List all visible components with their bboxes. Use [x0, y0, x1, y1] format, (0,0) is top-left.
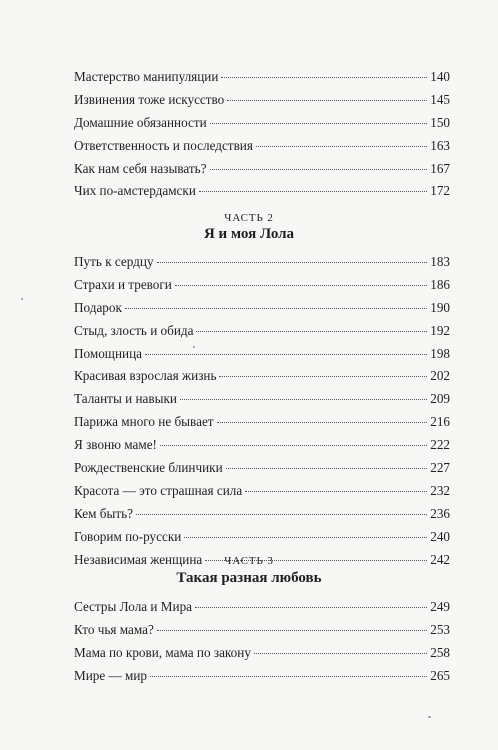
toc-entry-page-number: 242 — [430, 551, 450, 567]
toc-entry — [74, 484, 450, 507]
dot-leader — [195, 607, 427, 608]
dot-leader — [145, 354, 427, 355]
toc-entry-title: Мире — мир — [74, 667, 148, 683]
part3-label: ЧАСТЬ 3 — [224, 555, 274, 567]
toc-list-intro — [74, 70, 450, 207]
toc-entry — [74, 646, 450, 669]
toc-entry-title: Путь к сердцу — [74, 254, 154, 269]
toc-entry-title: Кто чья мама? — [74, 621, 154, 637]
dot-leader — [150, 676, 427, 677]
toc-entry-title: Ответственность и последствия — [74, 137, 253, 153]
toc-entry — [74, 301, 450, 324]
dot-leader — [199, 191, 427, 192]
dot-leader — [245, 491, 427, 492]
toc-entry-title: Сестры Лола и Мира — [74, 599, 193, 614]
toc-entry-title: Говорим по-русски — [74, 528, 182, 544]
toc-entry-title: Рождественские блинчики — [74, 460, 223, 476]
toc-entry — [74, 415, 450, 438]
toc-entry-title: Мама по крови, мама по закону — [74, 644, 251, 660]
dot-leader — [180, 399, 427, 400]
toc-entry-page-number: 198 — [430, 345, 450, 361]
toc-entry — [74, 116, 450, 139]
dot-leader — [210, 169, 428, 170]
toc-entry-page-number: 172 — [430, 183, 450, 199]
toc-entry-title: Домашние обязанности — [74, 114, 207, 130]
dot-leader — [157, 630, 427, 631]
toc-entry-title: Подарок — [74, 299, 122, 315]
toc-entry-page-number: 192 — [430, 322, 450, 338]
toc-entry-title: Чих по-амстердамски — [74, 183, 196, 199]
toc-entry — [74, 623, 450, 646]
toc-entry-page-number: 258 — [430, 644, 450, 660]
toc-entry-page-number: 140 — [430, 69, 450, 84]
toc-entry — [74, 70, 450, 93]
dot-leader — [160, 445, 427, 446]
toc-entry-page-number: 183 — [430, 254, 450, 269]
toc-entry-page-number: 265 — [430, 667, 450, 683]
toc-entry-page-number: 190 — [430, 299, 450, 315]
toc-entry — [74, 347, 450, 370]
toc-entry-page-number: 202 — [430, 368, 450, 384]
toc-entry — [74, 278, 450, 301]
toc-entry — [74, 139, 450, 162]
toc-entry-page-number: 249 — [430, 599, 450, 614]
toc-entry — [74, 530, 450, 553]
toc-entry — [74, 255, 450, 278]
toc-entry-page-number: 232 — [430, 482, 450, 498]
toc-entry — [74, 669, 450, 692]
toc-entry-title: Извинения тоже искусство — [74, 91, 225, 107]
toc-entry — [74, 392, 450, 415]
toc-entry-title: Таланты и навыки — [74, 391, 177, 407]
toc-entry-title: Я звоню маме! — [74, 437, 157, 453]
toc-entry-page-number: 240 — [430, 528, 450, 544]
dot-leader — [227, 100, 427, 101]
toc-entry-title: Кем быть? — [74, 505, 133, 521]
toc-list-part2 — [74, 255, 450, 575]
toc-entry-page-number: 209 — [430, 391, 450, 407]
part2-label: ЧАСТЬ 2 — [224, 212, 274, 224]
dot-leader — [125, 308, 427, 309]
dot-leader — [210, 123, 428, 124]
toc-entry — [74, 324, 450, 347]
dot-leader — [184, 537, 427, 538]
dot-leader — [226, 468, 428, 469]
paper-speck — [21, 298, 23, 300]
dot-leader — [136, 514, 427, 515]
toc-entry — [74, 438, 450, 461]
toc-entry-title: Независимая женщина — [74, 551, 203, 567]
toc-entry-page-number: 216 — [430, 414, 450, 430]
toc-entry-title: Стыд, злость и обида — [74, 322, 194, 338]
dot-leader — [196, 331, 427, 332]
toc-entry-page-number: 253 — [430, 621, 450, 637]
toc-entry-page-number: 167 — [430, 160, 450, 176]
toc-entry-page-number: 145 — [430, 91, 450, 107]
toc-list-part3 — [74, 600, 450, 692]
toc-entry — [74, 507, 450, 530]
dot-leader — [219, 376, 427, 377]
toc-entry-page-number: 227 — [430, 460, 450, 476]
toc-entry — [74, 461, 450, 484]
dot-leader — [256, 146, 427, 147]
dot-leader — [157, 262, 428, 263]
toc-entry-title: Помощница — [74, 345, 142, 361]
paper-speck — [193, 346, 195, 348]
toc-entry-title: Красота — это страшная сила — [74, 482, 243, 498]
toc-entry-title: Красивая взрослая жизнь — [74, 368, 217, 384]
toc-entry — [74, 369, 450, 392]
toc-entry-title: Мастерство манипуляции — [74, 69, 219, 84]
toc-entry-title: Как нам себя называть? — [74, 160, 207, 176]
toc-entry-title: Парижа много не бывает — [74, 414, 214, 430]
dot-leader — [175, 285, 427, 286]
dot-leader — [221, 77, 427, 78]
toc-entry-page-number: 222 — [430, 437, 450, 453]
part2-title: Я и моя Лола — [203, 226, 295, 242]
toc-entry-page-number: 163 — [430, 137, 450, 153]
toc-entry — [74, 600, 450, 623]
toc-entry-page-number: 150 — [430, 114, 450, 130]
toc-entry — [74, 184, 450, 207]
toc-entry — [74, 162, 450, 185]
toc-entry — [74, 93, 450, 116]
toc-entry-title: Страхи и тревоги — [74, 276, 172, 292]
paper-speck — [428, 716, 431, 718]
part3-title: Такая разная любовь — [176, 570, 322, 586]
dot-leader — [217, 422, 428, 423]
toc-entry-page-number: 186 — [430, 276, 450, 292]
dot-leader — [254, 653, 427, 654]
toc-entry-page-number: 236 — [430, 505, 450, 521]
